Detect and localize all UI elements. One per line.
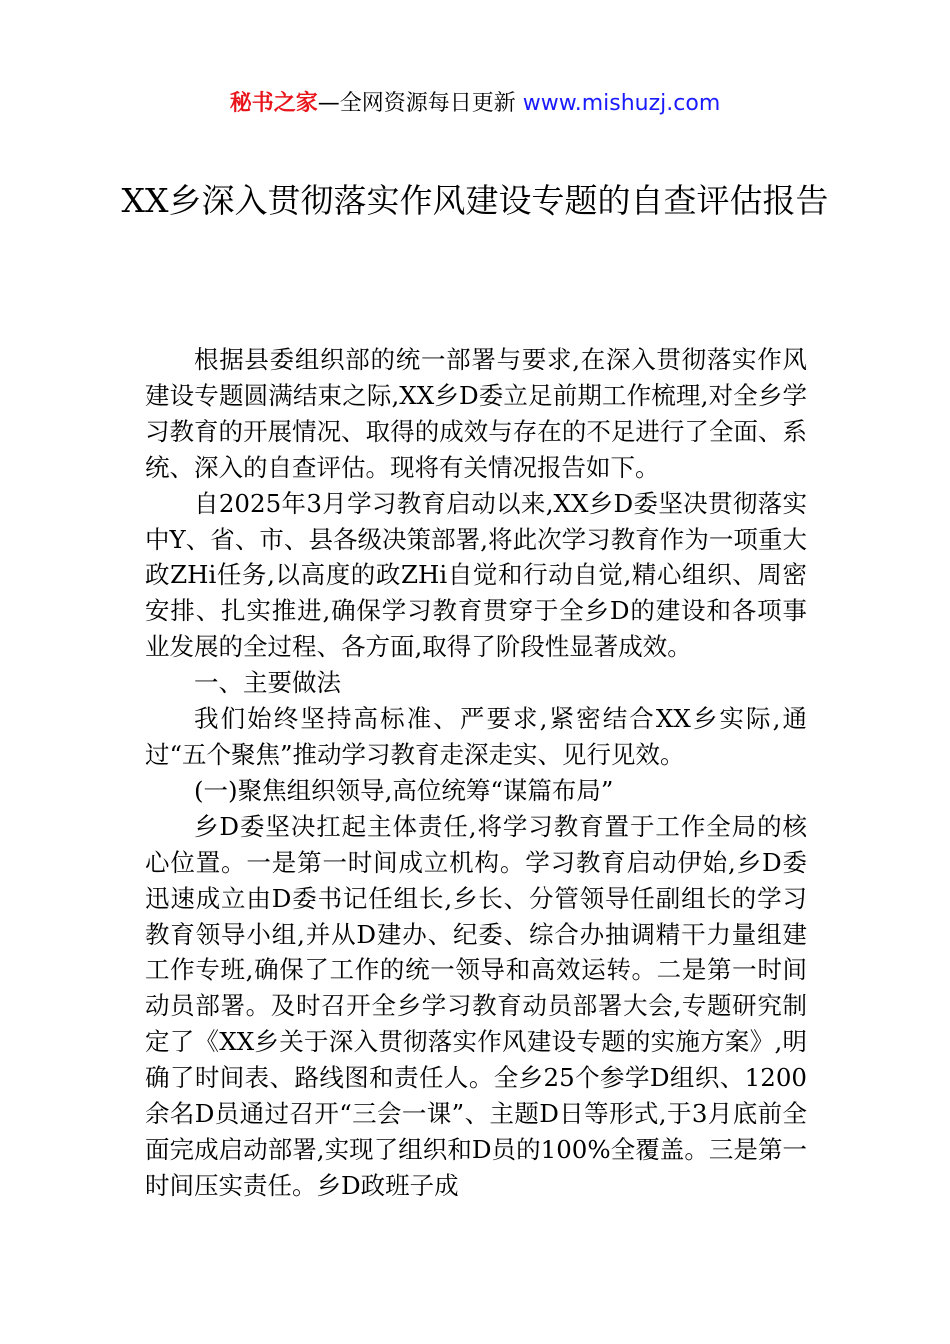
paragraph-intro: 根据县委组织部的统一部署与要求,在深入贯彻落实作风建设专题圆满结束之际,XX乡D委立足前期工作梳理,对全乡学习教育的开展情况、取得的成效与存在的不足进行了全面、系统、深入的自查评估。现将有关情况报告如下。 (145, 345, 807, 482)
section-heading-main-practices: 一、主要做法 (194, 668, 341, 698)
paragraph-organization-detail: 乡D委坚决扛起主体责任,将学习教育置于工作全局的核心位置。一是第一时间成立机构。学习教育启动伊始,乡D委迅速成立由D委书记任组长,乡长、分管领导任副组长的学习教育领导小组,并从D建办、纪委、综合办抽调精干力量组建工作专班,确保了工作的统一领导和高效运转。二是第一时间动员部署。及时召开全乡学习教育动员部署大会,专题研究制定了《XX乡关于深入贯彻落实作风建设专题的实施方案》,明确了时间表、路线图和责任人。全乡25个参学D组织、1200余名D员通过召开“三会一课”、主题D日等形式,于3月底前全面完成启动部署,实现了组织和D员的100%全覆盖。三是第一时间压实责任。乡D政班子成 (145, 811, 807, 1200)
site-url-link[interactable]: www.mishuzj.com (522, 91, 721, 116)
document-title: XX乡深入贯彻落实作风建设专题的自查评估报告 (121, 181, 829, 220)
subsection-heading-organization: (一)聚焦组织领导,高位统筹“谋篇布局” (194, 775, 614, 805)
paragraph-overview: 自2025年3月学习教育启动以来,XX乡D委坚决贯彻落实中Y、省、市、县各级决策部署,将此次学习教育作为一项重大政ZHi任务,以高度的政ZHi自觉和行动自觉,精心组织、周密安排、扎实推进,确保学习教育贯穿于全乡D的建设和各项事业发展的全过程、各方面,取得了阶段性显著成效。 (145, 488, 807, 662)
site-slogan: —全网资源每日更新 (317, 91, 516, 116)
site-brand: 秘书之家 (229, 91, 318, 116)
paragraph-five-focuses: 我们始终坚持高标准、严要求,紧密结合XX乡实际,通过“五个聚焦”推动学习教育走深走实、见行见效。 (145, 704, 807, 769)
site-header (0, 88, 950, 120)
document-body (145, 342, 807, 1204)
